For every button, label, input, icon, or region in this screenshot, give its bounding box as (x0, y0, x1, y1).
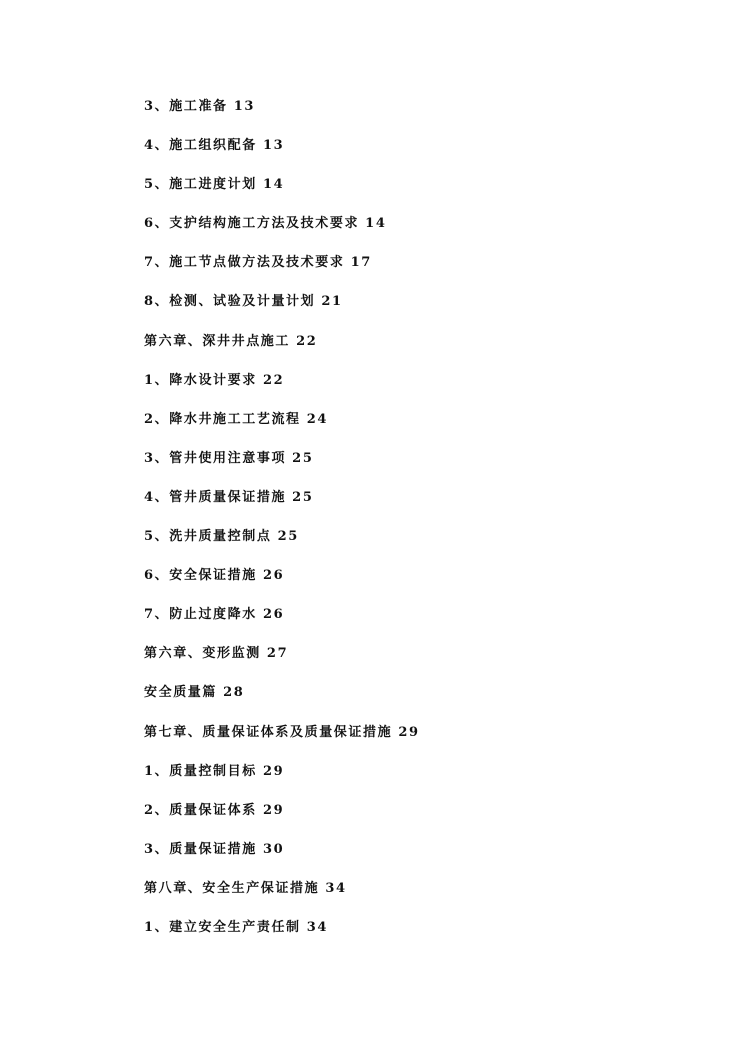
toc-entry: 6、安全保证措施 26 (144, 568, 285, 584)
toc-part-heading: 安全质量篇 28 (144, 685, 245, 701)
toc-entry: 4、施工组织配备 13 (144, 138, 285, 154)
toc-chapter-heading: 第七章、质量保证体系及质量保证措施 29 (144, 724, 420, 740)
toc-entry: 3、施工准备 13 (144, 99, 256, 114)
toc-entry: 3、质量保证措施 30 (144, 841, 285, 857)
table-of-contents (144, 95, 704, 955)
toc-chapter-heading: 第八章、安全生产保证措施 34 (144, 880, 347, 896)
toc-entry: 4、管井质量保证措施 25 (144, 489, 314, 505)
toc-entry: 2、降水井施工工艺流程 24 (144, 411, 329, 427)
toc-entry: 5、施工进度计划 14 (144, 177, 285, 193)
toc-entry: 3、管井使用注意事项 25 (144, 450, 314, 466)
toc-entry: 5、洗井质量控制点 25 (144, 529, 299, 545)
toc-entry: 2、质量保证体系 29 (144, 802, 285, 818)
toc-entry: 7、施工节点做方法及技术要求 17 (144, 255, 372, 271)
toc-entry: 1、建立安全生产责任制 34 (144, 919, 329, 935)
toc-chapter-heading: 第六章、变形监测 27 (144, 646, 289, 662)
toc-entry: 1、质量控制目标 29 (144, 763, 285, 779)
toc-entry: 1、降水设计要求 22 (144, 372, 285, 388)
toc-chapter-heading: 第六章、深井井点施工 22 (144, 333, 318, 349)
toc-entry: 6、支护结构施工方法及技术要求 14 (144, 216, 387, 232)
toc-entry: 7、防止过度降水 26 (144, 607, 285, 623)
toc-entry: 8、检测、试验及计量计划 21 (144, 294, 343, 310)
